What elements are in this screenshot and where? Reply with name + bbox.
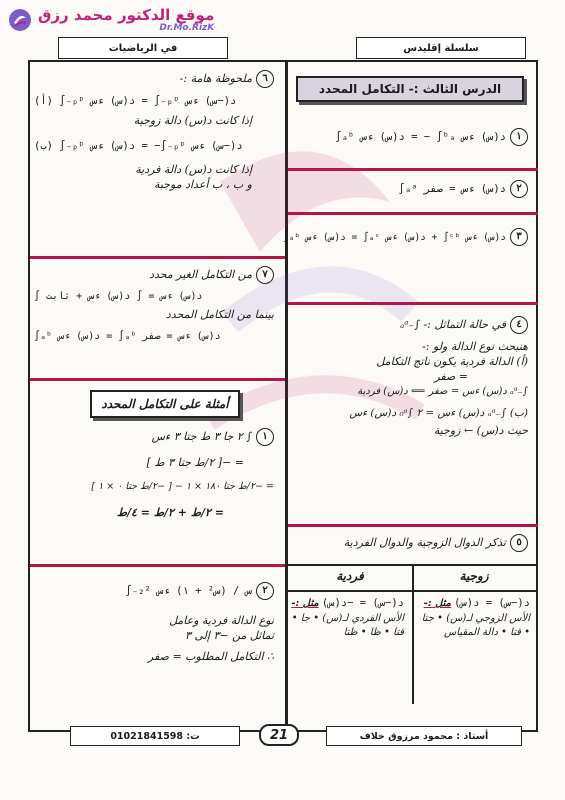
rule-3 [282, 228, 528, 246]
rule-expression: ∫ₐᵃ د(س) ءس = صفر [398, 183, 506, 195]
example-2 [34, 582, 274, 665]
section-separator [30, 564, 285, 567]
note-number: ٦ [256, 70, 274, 88]
note-number: ٧ [256, 266, 274, 284]
example-number: ١ [256, 428, 274, 446]
example-2-step-2: تماثل من −٣ إلى ٣ [184, 628, 274, 642]
worksheet-page [28, 60, 538, 732]
note-6-condition-b: إذا كانت د(س) دالة فردية [135, 163, 252, 177]
note-7-definite: ∫ₐᵇ د(س) ءس = ∫ₐᵇ د(س) ءس = صفر [34, 331, 221, 343]
even-rule: د(−س) = د(س) [454, 597, 530, 609]
note-title: من التكامل الغير محدد [149, 268, 252, 281]
symmetry-odd-formula: ∫₋ₐᵃ د(س) ءس = صفر ⟸ د(س) فردية [357, 385, 528, 397]
symmetry-odd-case: (أ) الدالة فردية يكون ناتج التكامل [376, 354, 528, 368]
note-6-formula-b: (ب) ∫₋ₚᵖ د(س) ءس = −∫₋ₚᵖ د(−س) ءس [34, 140, 243, 153]
footer-phone: ت: 01021841598 [70, 726, 240, 746]
section-separator [30, 256, 285, 259]
table-column-divider [412, 566, 414, 704]
series-header: سلسلة إقليدس [356, 37, 526, 59]
example-1-step-1: = −[ ٢/ط جتا ٣ ط ] [146, 456, 244, 469]
odd-example: • ظتا [343, 627, 367, 638]
brand-logo-block [8, 4, 228, 36]
odd-example: • جا [300, 612, 320, 624]
rule-expression: ∫ₐᵇ د(س) ءس = − ∫ᵇₐ د(س) ءس [335, 131, 506, 143]
example-1-answer: = ٢/ط + ٢/ط = ٤/ط [116, 505, 224, 519]
rule-number: ٤ [510, 316, 528, 334]
odd-rule: د(−س) = −د(س) [321, 597, 404, 609]
note-6-condition-a: إذا كانت د(س) دالة زوجية [133, 114, 252, 128]
section-separator [288, 212, 538, 215]
example-number: ٢ [256, 582, 274, 600]
section-separator [288, 168, 538, 171]
rule-expression: ∫ₐᵇ د(س) ءس = ∫ₐᶜ د(س) ءس + ∫ᶜᵇ د(س) ءس [282, 232, 506, 243]
example-2-problem: ∫₋₂² س / (س² + ١) ءس [125, 585, 252, 597]
example-2-step-1: نوع الدالة فردية وعامل [169, 614, 274, 627]
rule-2 [288, 180, 528, 198]
rule-1 [288, 128, 528, 146]
even-examples-label: مثل :- [423, 598, 451, 609]
even-odd-table [288, 564, 536, 704]
note-7 [34, 266, 274, 344]
footer-teacher: أستاذ : محمود مرزوق خلاف [326, 726, 522, 746]
example-1 [34, 428, 274, 521]
odd-example: • ظا [369, 627, 390, 638]
table-header-even: زوجية [459, 569, 489, 583]
brand-arabic-name: موقع الدكتور محمد رزق [38, 5, 215, 24]
table-cell-even [416, 596, 536, 641]
note-6-condition-b2: و ب ، ب أعداد موجبة [154, 178, 252, 192]
note-7-text: بينما من التكامل المحدد [165, 307, 274, 321]
rule-number: ٢ [510, 180, 528, 198]
rule-number: ١ [510, 128, 528, 146]
example-1-step-2: = −٢/ط جتا ١٨٠ × ١ − [ −٢/ط جتا ٠ × ١ ] [91, 480, 274, 492]
even-example: الأس الزوجي لـ(س) [446, 612, 530, 624]
brand-logo-icon [8, 8, 32, 32]
symmetry-intro: هنبحث نوع الدالة ولو :- [422, 340, 528, 353]
rule-text: تذكر الدوال الزوجية والدوال الفردية [343, 536, 506, 549]
rule-number: ٣ [510, 228, 528, 246]
odd-example: الأس الفردي لـ(س) [322, 612, 404, 624]
brand-english-name: Dr.Mo.RizK [159, 22, 215, 33]
example-2-answer: ∴ التكامل المطلوب = صفر [147, 649, 274, 663]
even-example: • دالة المقياس [444, 627, 507, 638]
page-number: 21 [259, 724, 299, 746]
rule-number: ٥ [510, 534, 528, 552]
note-6 [34, 70, 274, 193]
even-example: • جتا [421, 612, 444, 624]
note-6-formula-a: (أ) ∫₋ₚᵖ د(س) ءس = ∫₋ₚᵖ د(−س) ءس [34, 95, 237, 107]
symmetry-even-formula: (ب) ∫₋ₐᵃ د(س) ءس = ٢ ∫₀ᵃ د(س) ءس [349, 407, 528, 420]
examples-title: أمثلة على التكامل المحدد [90, 390, 240, 418]
table-cell-odd [290, 596, 410, 641]
section-separator [288, 302, 538, 305]
section-separator [30, 378, 285, 381]
symmetry-even-condition: حيث د(س) ← زوجية [433, 424, 528, 438]
section-separator [288, 524, 538, 527]
even-example: • قتا [510, 627, 530, 638]
example-1-problem: ∫ ٢ جا ٣ ط جتا ٣ ءس [151, 430, 252, 443]
odd-examples-label: مثل :- [291, 598, 319, 609]
rule-5 [288, 534, 528, 552]
symmetry-odd-result: = صفر [434, 369, 468, 383]
note-7-indefinite: ∫ د(س) ءس = ∫ د(س) ءس + ثابت [34, 291, 203, 302]
table-header-odd: فردية [336, 569, 364, 583]
rule-expression: في حالة التماثل :- ∫₋ₐᵃ [400, 318, 506, 331]
note-title: ملحوظة هامة :- [179, 72, 252, 85]
subject-header: في الرياضيات [58, 37, 228, 59]
table-header-line [288, 590, 536, 592]
odd-example: • قتا [291, 612, 404, 638]
lesson-title: الدرس الثالث :- التكامل المحدد [296, 76, 524, 102]
rule-4-symmetry [288, 316, 528, 439]
